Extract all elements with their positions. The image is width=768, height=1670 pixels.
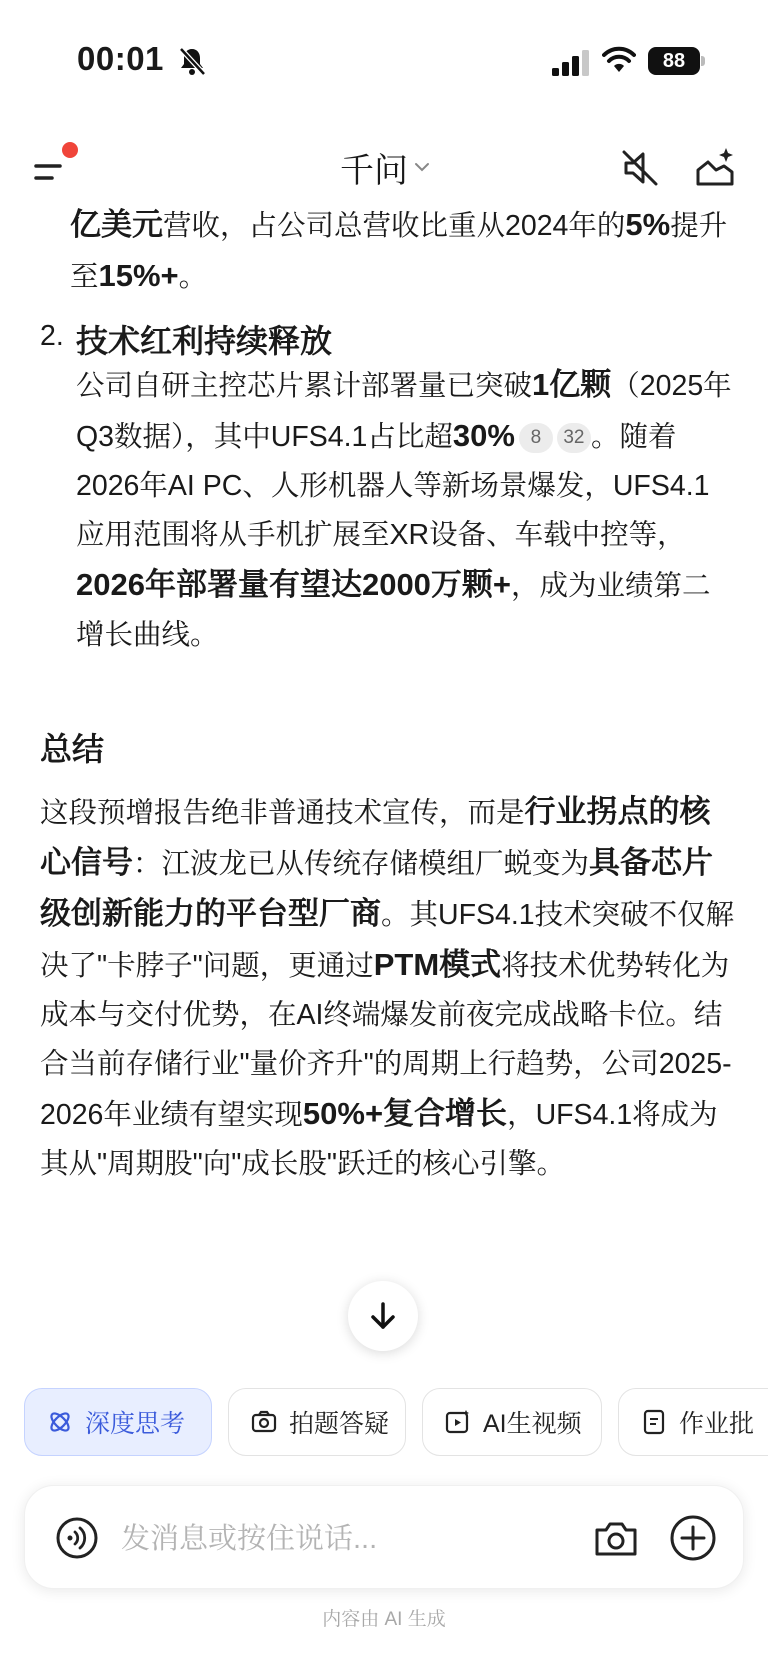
photo-question-icon <box>251 1409 277 1435</box>
notification-dot <box>62 142 78 158</box>
homework-icon <box>641 1409 667 1435</box>
chip-label: AI生视频 <box>483 1410 582 1438</box>
menu-icon[interactable] <box>34 152 76 192</box>
signal-icon <box>552 50 590 76</box>
new-chat-icon[interactable] <box>692 144 738 190</box>
camera-icon[interactable] <box>593 1516 639 1560</box>
bold-text: 30% <box>452 418 515 453</box>
chip-deep-think[interactable] <box>24 1388 212 1456</box>
list-number-2: 2. <box>40 320 64 352</box>
status-bar <box>0 0 768 120</box>
page-title: 千问 <box>340 151 408 190</box>
bold-text: 1亿颗 <box>532 367 612 402</box>
bold-text: 行业拐点的核心信号 <box>40 794 711 880</box>
app-header <box>0 130 768 210</box>
status-time: 00:01 <box>77 40 164 77</box>
chip-photo-question[interactable] <box>228 1388 406 1456</box>
bell-off-icon <box>178 46 206 76</box>
text-run: 营收，占公司总营收比重从2024年的 <box>163 210 626 242</box>
text-run: 提升至 <box>70 210 728 293</box>
summary-heading: 总结 <box>40 731 105 767</box>
chip-label: 作业批 <box>679 1410 755 1438</box>
bold-text: 50%+复合增长 <box>302 1096 508 1131</box>
quick-actions <box>24 1388 768 1460</box>
bold-text: 5% <box>625 207 671 242</box>
chip-ai-video[interactable] <box>422 1388 602 1456</box>
text-run: ：江波龙已从传统存储模组厂蜕变为 <box>133 848 590 880</box>
message-input[interactable] <box>119 1514 543 1564</box>
bold-text: 具备芯片级创新能力的平台型厂商 <box>40 845 714 931</box>
text-run: ，成为业绩第二增长曲线。 <box>76 570 711 651</box>
arrow-down-icon <box>368 1301 398 1331</box>
text-run: 公司自研主控芯片累计部署量已突破 <box>76 370 533 402</box>
text-run: ，UFS4.1将成为其从"周期股"向"成长股"跃迁的核心引擎。 <box>40 1099 718 1180</box>
plus-icon[interactable] <box>669 1514 717 1562</box>
bold-text: PTM模式 <box>373 947 502 982</box>
text-run: 。其UFS4.1技术突破不仅解决了"卡脖子"问题，更通过 <box>40 899 735 982</box>
deep-think-icon <box>47 1409 73 1435</box>
chip-homework[interactable] <box>618 1388 768 1456</box>
composer <box>24 1485 744 1589</box>
citation-badge[interactable]: 8 <box>519 423 553 453</box>
speaker-mute-icon[interactable] <box>620 148 660 188</box>
text-run: （2025年Q3数据），其中UFS4.1占比超 <box>76 370 732 453</box>
bold-text: 2026年部署量有望达2000万颗+ <box>76 567 512 602</box>
paragraph-1 <box>70 200 730 302</box>
list-heading-2: 技术红利持续释放 <box>76 323 333 359</box>
chat-content[interactable] <box>0 200 768 1360</box>
wifi-icon <box>602 46 636 74</box>
ai-video-icon <box>445 1409 471 1435</box>
ai-disclaimer: 内容由 AI 生成 <box>322 1609 446 1630</box>
citation-badge[interactable]: 32 <box>557 423 591 453</box>
bold-text: 15%+ <box>98 258 179 293</box>
bold-text: 亿美元 <box>70 207 163 242</box>
text-run: 将技术优势转化为成本与交付优势，在AI终端爆发前夜完成战略卡位。结合当前存储行业"量价齐升"的周期上行趋势，公司2025-2026年业绩有望实现 <box>40 950 732 1131</box>
voice-icon[interactable] <box>55 1516 99 1560</box>
chip-label: 深度思考 <box>85 1410 186 1438</box>
text-run: 。随着2026年AI PC、人形机器人等新场景爆发，UFS4.1应用范围将从手机扩展至XR设备、车载中控等， <box>76 421 710 551</box>
list-body-2 <box>76 360 736 660</box>
summary-paragraph <box>40 787 735 1189</box>
battery-indicator: 88 <box>648 47 700 75</box>
battery-tip <box>701 56 705 66</box>
chevron-down-icon <box>414 162 430 172</box>
scroll-down-button[interactable] <box>348 1281 418 1351</box>
model-selector[interactable] <box>340 144 430 190</box>
text-run: 这段预增报告绝非普通技术宣传，而是 <box>40 797 525 829</box>
chip-label: 拍题答疑 <box>289 1410 390 1438</box>
text-run: 。 <box>178 261 208 293</box>
